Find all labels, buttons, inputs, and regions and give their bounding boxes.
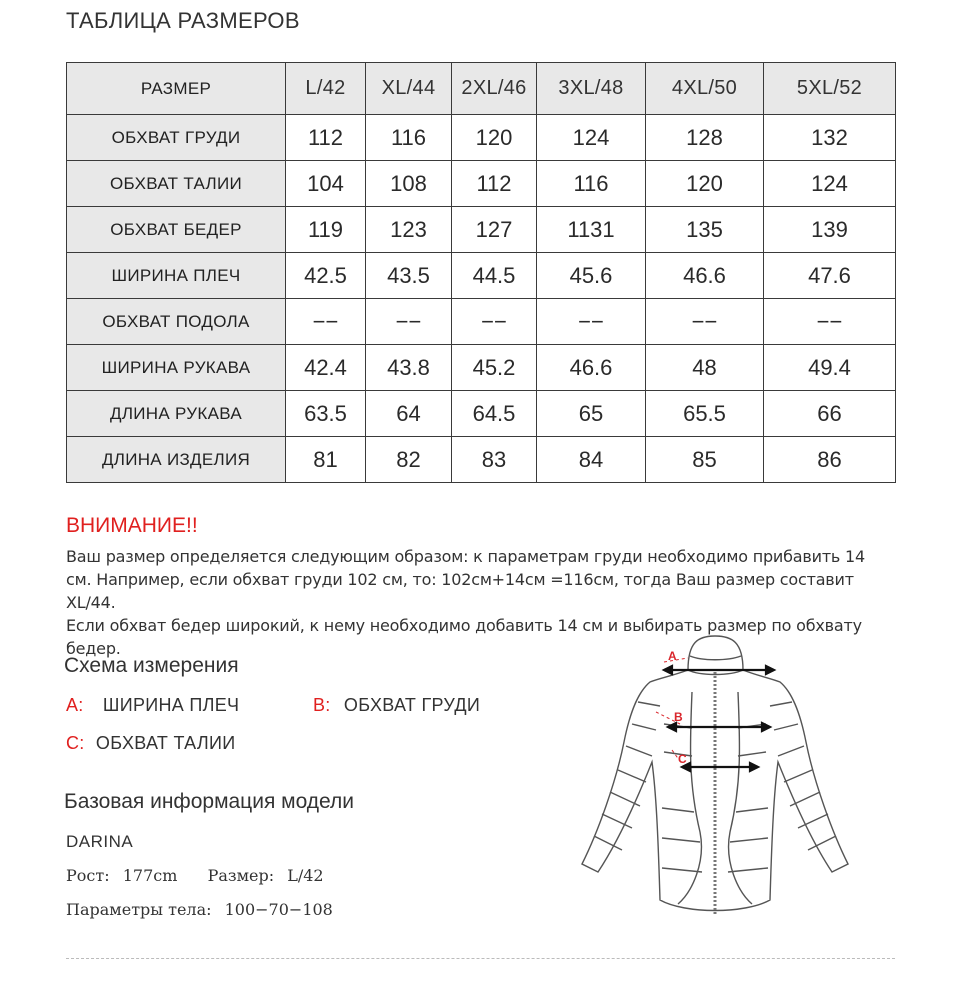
params-value: 100−70−108 (224, 900, 333, 919)
row-label: ШИРИНА РУКАВА (67, 345, 286, 391)
table-row (67, 345, 896, 391)
measure-a-label: ШИРИНА ПЛЕЧ (102, 695, 240, 715)
note-line: см. Например, если обхват груди 102 см, то: 102см+14см =116см, тогда Ваш размер составит XL/44. (66, 570, 854, 612)
measure-b-letter: B: (313, 695, 331, 715)
table-cell: 127 (452, 207, 537, 253)
height-value: 177cm (122, 866, 178, 885)
table-cell: 112 (286, 115, 366, 161)
measure-a (66, 695, 239, 716)
table-cell: 132 (764, 115, 896, 161)
size-table (66, 62, 896, 483)
body-outline (582, 670, 848, 911)
row-label: ДЛИНА ИЗДЕЛИЯ (67, 437, 286, 483)
table-cell: 42.5 (286, 253, 366, 299)
body-seam (662, 724, 702, 872)
table-cell: 123 (366, 207, 452, 253)
table-cell: 108 (366, 161, 452, 207)
size-header-4: 4XL/50 (646, 63, 764, 115)
table-cell: −− (646, 299, 764, 345)
table-cell: 63.5 (286, 391, 366, 437)
table-cell: 104 (286, 161, 366, 207)
model-params-row (66, 900, 333, 919)
table-cell: 82 (366, 437, 452, 483)
table-cell: 128 (646, 115, 764, 161)
row-label: ОБХВАТ БЕДЕР (67, 207, 286, 253)
size-label: Размер: (207, 866, 275, 885)
table-cell: 86 (764, 437, 896, 483)
diagram-label-b: B (674, 710, 683, 724)
measure-c-label: ОБХВАТ ТАЛИИ (95, 733, 236, 753)
table-cell: −− (286, 299, 366, 345)
table-cell: 66 (764, 391, 896, 437)
table-cell: 47.6 (764, 253, 896, 299)
table-cell: 49.4 (764, 345, 896, 391)
table-cell: 1131 (537, 207, 646, 253)
params-label: Параметры тела: (66, 900, 212, 919)
note-line: Ваш размер определяется следующим образом: к параметрам груди необходимо прибавить 14 (66, 547, 866, 566)
model-name: DARINA (66, 832, 134, 851)
size-header-2: 2XL/46 (452, 63, 537, 115)
table-cell: 124 (537, 115, 646, 161)
measure-a-letter: A: (66, 695, 84, 715)
header-label: РАЗМЕР (67, 63, 286, 115)
table-cell: 46.6 (537, 345, 646, 391)
table-cell: 120 (452, 115, 537, 161)
table-cell: 124 (764, 161, 896, 207)
body-seam (728, 724, 768, 872)
table-row (67, 207, 896, 253)
row-label: ДЛИНА РУКАВА (67, 391, 286, 437)
table-cell: 81 (286, 437, 366, 483)
size-value: L/42 (287, 866, 324, 885)
table-row (67, 161, 896, 207)
table-cell: 65 (537, 391, 646, 437)
diagram-label-a: A (668, 649, 677, 663)
table-cell: 65.5 (646, 391, 764, 437)
sleeve-seam (594, 702, 660, 850)
table-cell: 48 (646, 345, 764, 391)
page-title: ТАБЛИЦА РАЗМЕРОВ (66, 8, 300, 33)
table-row (67, 253, 896, 299)
attention-heading: ВНИМАНИЕ!! (66, 514, 198, 537)
scheme-title: Схема измерения (64, 654, 239, 677)
bottom-divider (66, 958, 895, 959)
measure-c-letter: C: (66, 733, 85, 753)
table-row (67, 115, 896, 161)
table-cell: 64.5 (452, 391, 537, 437)
table-cell: 64 (366, 391, 452, 437)
measure-c (66, 733, 235, 754)
sleeve-seam (770, 702, 836, 850)
table-row (67, 391, 896, 437)
height-label: Рост: (66, 866, 110, 885)
size-header-0: L/42 (286, 63, 366, 115)
diagram-label-c: C (678, 752, 687, 766)
size-header-3: 3XL/48 (537, 63, 646, 115)
row-label: ОБХВАТ ТАЛИИ (67, 161, 286, 207)
note-line: бедер. (66, 639, 121, 658)
table-cell: 135 (646, 207, 764, 253)
size-header-1: XL/44 (366, 63, 452, 115)
table-cell: −− (366, 299, 452, 345)
table-cell: 83 (452, 437, 537, 483)
measure-b (313, 695, 480, 716)
table-cell: 112 (452, 161, 537, 207)
table-cell: 46.6 (646, 253, 764, 299)
table-row (67, 437, 896, 483)
table-cell: 116 (537, 161, 646, 207)
table-cell: 44.5 (452, 253, 537, 299)
model-height-size-row (66, 866, 324, 885)
table-header-row (67, 63, 896, 115)
note-line: Если обхват бедер широкий, к нему необходимо добавить 14 см и выбирать размер по обхвату (66, 616, 862, 635)
table-cell: 45.2 (452, 345, 537, 391)
jacket-diagram (560, 632, 860, 932)
table-cell: −− (537, 299, 646, 345)
table-cell: 45.6 (537, 253, 646, 299)
measure-b-label: ОБХВАТ ГРУДИ (343, 695, 481, 715)
collar-outline (688, 636, 743, 670)
table-cell: 42.4 (286, 345, 366, 391)
table-cell: −− (452, 299, 537, 345)
size-header-5: 5XL/52 (764, 63, 896, 115)
table-cell: 43.8 (366, 345, 452, 391)
table-cell: 84 (537, 437, 646, 483)
row-label: ОБХВАТ ПОДОЛА (67, 299, 286, 345)
table-cell: 119 (286, 207, 366, 253)
row-label: ШИРИНА ПЛЕЧ (67, 253, 286, 299)
collar-line (690, 656, 741, 660)
row-label: ОБХВАТ ГРУДИ (67, 115, 286, 161)
table-cell: 120 (646, 161, 764, 207)
table-cell: −− (764, 299, 896, 345)
table-cell: 43.5 (366, 253, 452, 299)
table-cell: 85 (646, 437, 764, 483)
table-cell: 116 (366, 115, 452, 161)
table-row (67, 299, 896, 345)
table-cell: 139 (764, 207, 896, 253)
model-title: Базовая информация модели (64, 790, 355, 813)
